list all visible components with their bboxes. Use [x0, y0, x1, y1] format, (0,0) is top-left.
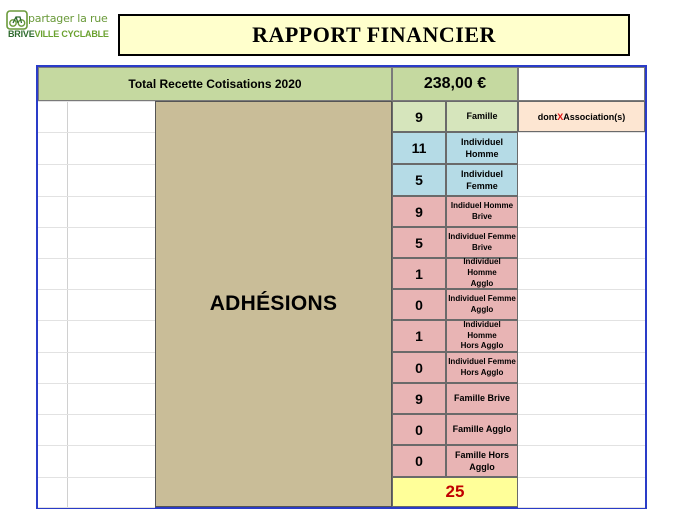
count-femme-hors-agglo: 0	[392, 352, 446, 383]
grid-hline	[38, 477, 155, 478]
grid-hline	[38, 383, 155, 384]
grid-hline	[38, 320, 155, 321]
grid-hline	[38, 258, 155, 259]
association-prefix: dont	[537, 111, 558, 122]
label-individuel-homme: Individuel Homme	[446, 132, 518, 164]
grid-hline	[518, 445, 645, 446]
logo-wordmark-cyclable: VILLE CYCLABLE	[34, 29, 109, 39]
count-famille: 9	[392, 101, 446, 132]
association-note	[518, 101, 645, 132]
label-femme-brive: Individuel Femme Brive	[446, 227, 518, 258]
logo-wordmark	[8, 29, 109, 39]
grid-hline	[518, 507, 645, 508]
label-famille-agglo: Famille Agglo	[446, 414, 518, 445]
label-famille-brive: Famille Brive	[446, 383, 518, 414]
grid-hline	[518, 227, 645, 228]
count-individuel-homme: 11	[392, 132, 446, 164]
grid-hline	[518, 414, 645, 415]
report-title-box	[118, 14, 630, 56]
grid-hline	[38, 289, 155, 290]
label-famille: Famille	[446, 101, 518, 132]
grid-hline	[518, 383, 645, 384]
label-homme-agglo: Individuel Homme Agglo	[446, 258, 518, 289]
count-homme-brive: 9	[392, 196, 446, 227]
grid-hline	[38, 101, 155, 102]
label-famille-hors-agglo: Famille Hors Agglo	[446, 445, 518, 477]
total-empty-cell	[518, 67, 645, 101]
grid-hline	[518, 258, 645, 259]
grid-hline	[518, 132, 645, 133]
grand-total: 25	[392, 477, 518, 507]
grid-vline	[67, 101, 68, 507]
total-value: 238,00 €	[392, 67, 518, 101]
grid-hline	[38, 414, 155, 415]
label-individuel-femme: Individuel Femme	[446, 164, 518, 196]
grid-hline	[518, 477, 645, 478]
brand-logo	[6, 8, 109, 48]
grid-hline	[518, 352, 645, 353]
label-homme-brive: Indiduel Homme Brive	[446, 196, 518, 227]
label-femme-hors-agglo: Individuel Femme Hors Agglo	[446, 352, 518, 383]
grid-hline	[38, 196, 155, 197]
grid-hline	[38, 227, 155, 228]
association-mark: X	[557, 111, 564, 122]
grid-hline	[38, 507, 155, 508]
count-homme-agglo: 1	[392, 258, 446, 289]
adhesions-label: ADHÉSIONS	[155, 101, 392, 507]
grid-hline	[518, 196, 645, 197]
count-femme-brive: 5	[392, 227, 446, 258]
grid-hline	[38, 132, 155, 133]
count-famille-hors-agglo: 0	[392, 445, 446, 477]
report-title: RAPPORT FINANCIER	[252, 22, 496, 47]
association-suffix: Association(s)	[563, 111, 626, 122]
grid-hline	[518, 289, 645, 290]
count-femme-agglo: 0	[392, 289, 446, 320]
count-homme-hors-agglo: 1	[392, 320, 446, 352]
count-individuel-femme: 5	[392, 164, 446, 196]
count-famille-brive: 9	[392, 383, 446, 414]
total-label: Total Recette Cotisations 2020	[38, 67, 392, 101]
grid-hline	[38, 352, 155, 353]
logo-tagline: partager la rue	[28, 12, 108, 25]
count-famille-agglo: 0	[392, 414, 446, 445]
grid-hline	[38, 164, 155, 165]
grid-hline	[518, 320, 645, 321]
grid-hline	[38, 445, 155, 446]
grid-hline	[518, 164, 645, 165]
logo-wordmark-brive: BRIVE	[8, 29, 35, 39]
label-femme-agglo: Individuel Femme Agglo	[446, 289, 518, 320]
label-homme-hors-agglo: Individuel Homme Hors Agglo	[446, 320, 518, 352]
